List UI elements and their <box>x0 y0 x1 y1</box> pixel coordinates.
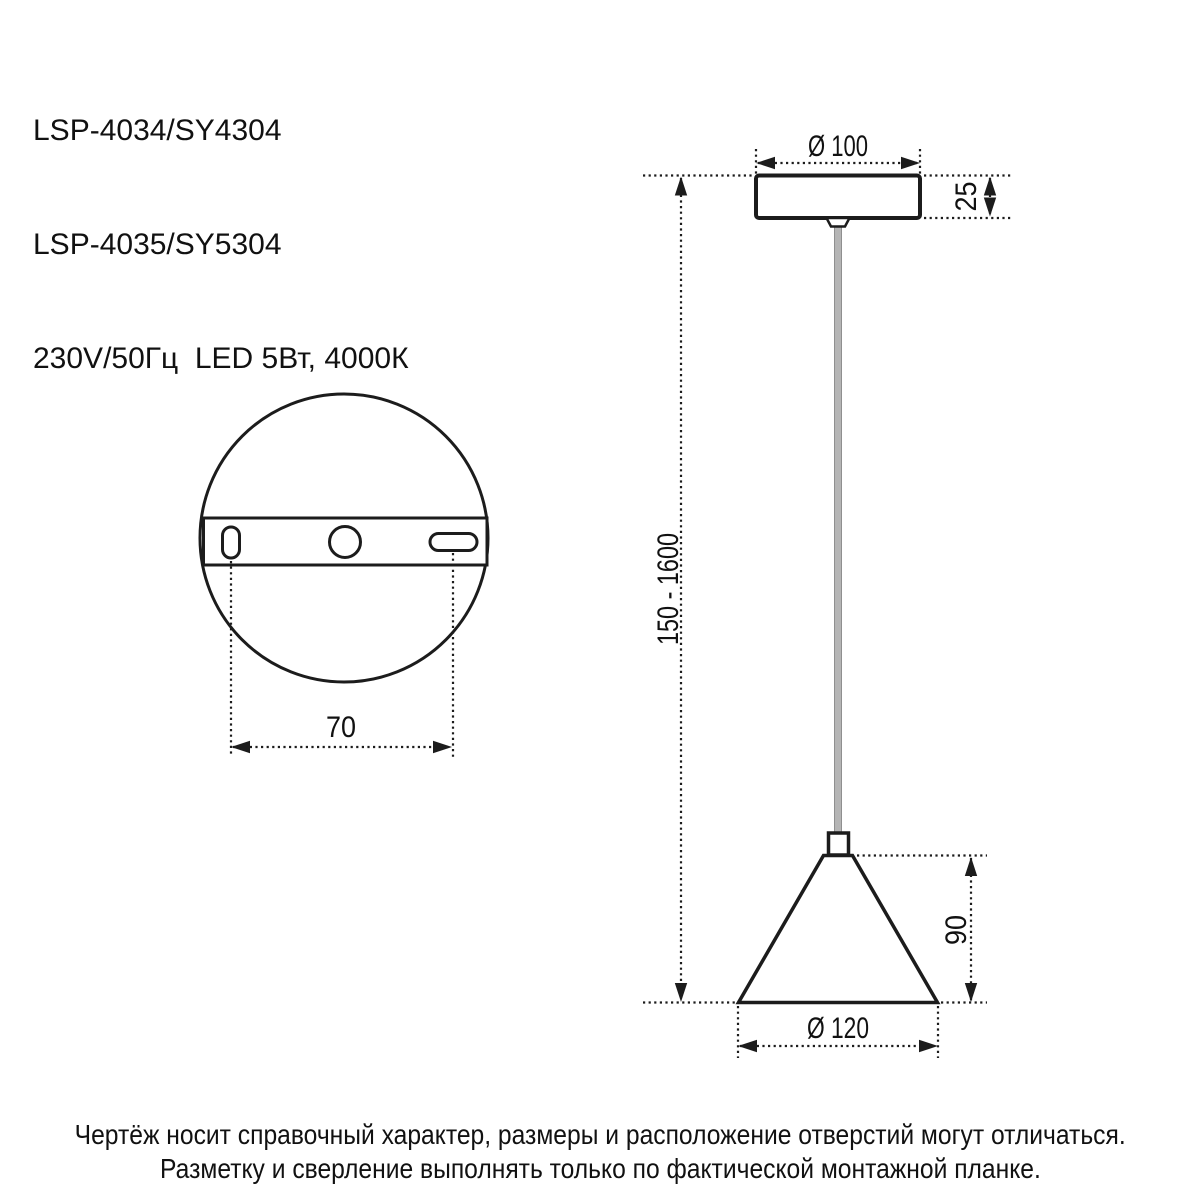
canopy-height-label: 25 <box>950 178 983 212</box>
arrowhead-right <box>919 1040 938 1052</box>
bracket-slot-right <box>430 534 477 551</box>
arrowhead-right <box>433 741 452 753</box>
suspension-length-label: 150 - 1600 <box>652 501 685 645</box>
model-number-2: LSP-4035/SY5304 <box>33 228 282 261</box>
arrowhead-left <box>756 157 775 169</box>
mounting-plate-view <box>200 394 488 757</box>
dim-canopy-diameter <box>756 130 920 174</box>
bracket-center-hole <box>330 527 361 558</box>
arrowhead-up <box>965 857 977 876</box>
lamp-shade-cone <box>739 856 938 1003</box>
disclaimer-line-2: Разметку и сверление выполнять только по фактической монтажной планке. <box>159 1153 1041 1184</box>
pendant-side-view <box>643 130 1012 1058</box>
disclaimer <box>0 1118 1200 1186</box>
disclaimer-line-1: Чертёж носит справочный характер, размеры и расположение отверстий могут отличаться. <box>74 1119 1126 1150</box>
ceiling-canopy <box>756 176 920 219</box>
arrowhead-up <box>675 177 687 196</box>
dim-suspension-length <box>643 176 754 1003</box>
cord-connector <box>829 833 849 855</box>
model-number-1: LSP-4034/SY4304 <box>33 114 282 147</box>
arrowhead-up <box>984 177 996 196</box>
bracket-slot-left <box>223 527 240 558</box>
hole-spacing-label: 70 <box>326 711 356 744</box>
arrowhead-left <box>738 1040 757 1052</box>
canopy-nub <box>827 218 850 227</box>
arrowhead-right <box>901 157 920 169</box>
arrowhead-left <box>231 741 250 753</box>
suspension-cord <box>835 221 842 833</box>
arrowhead-down <box>965 983 977 1002</box>
arrowhead-down <box>675 983 687 1002</box>
electrical-specs: 230V/50Гц LED 5Вт, 4000К <box>33 342 409 375</box>
arrowhead-down <box>984 198 996 217</box>
dim-shade-diameter <box>738 1006 938 1058</box>
canopy-diameter-label: Ø 100 <box>808 130 868 163</box>
dim-canopy-height <box>924 176 1012 219</box>
shade-diameter-label: Ø 120 <box>807 1012 869 1045</box>
shade-height-label: 90 <box>940 911 973 945</box>
